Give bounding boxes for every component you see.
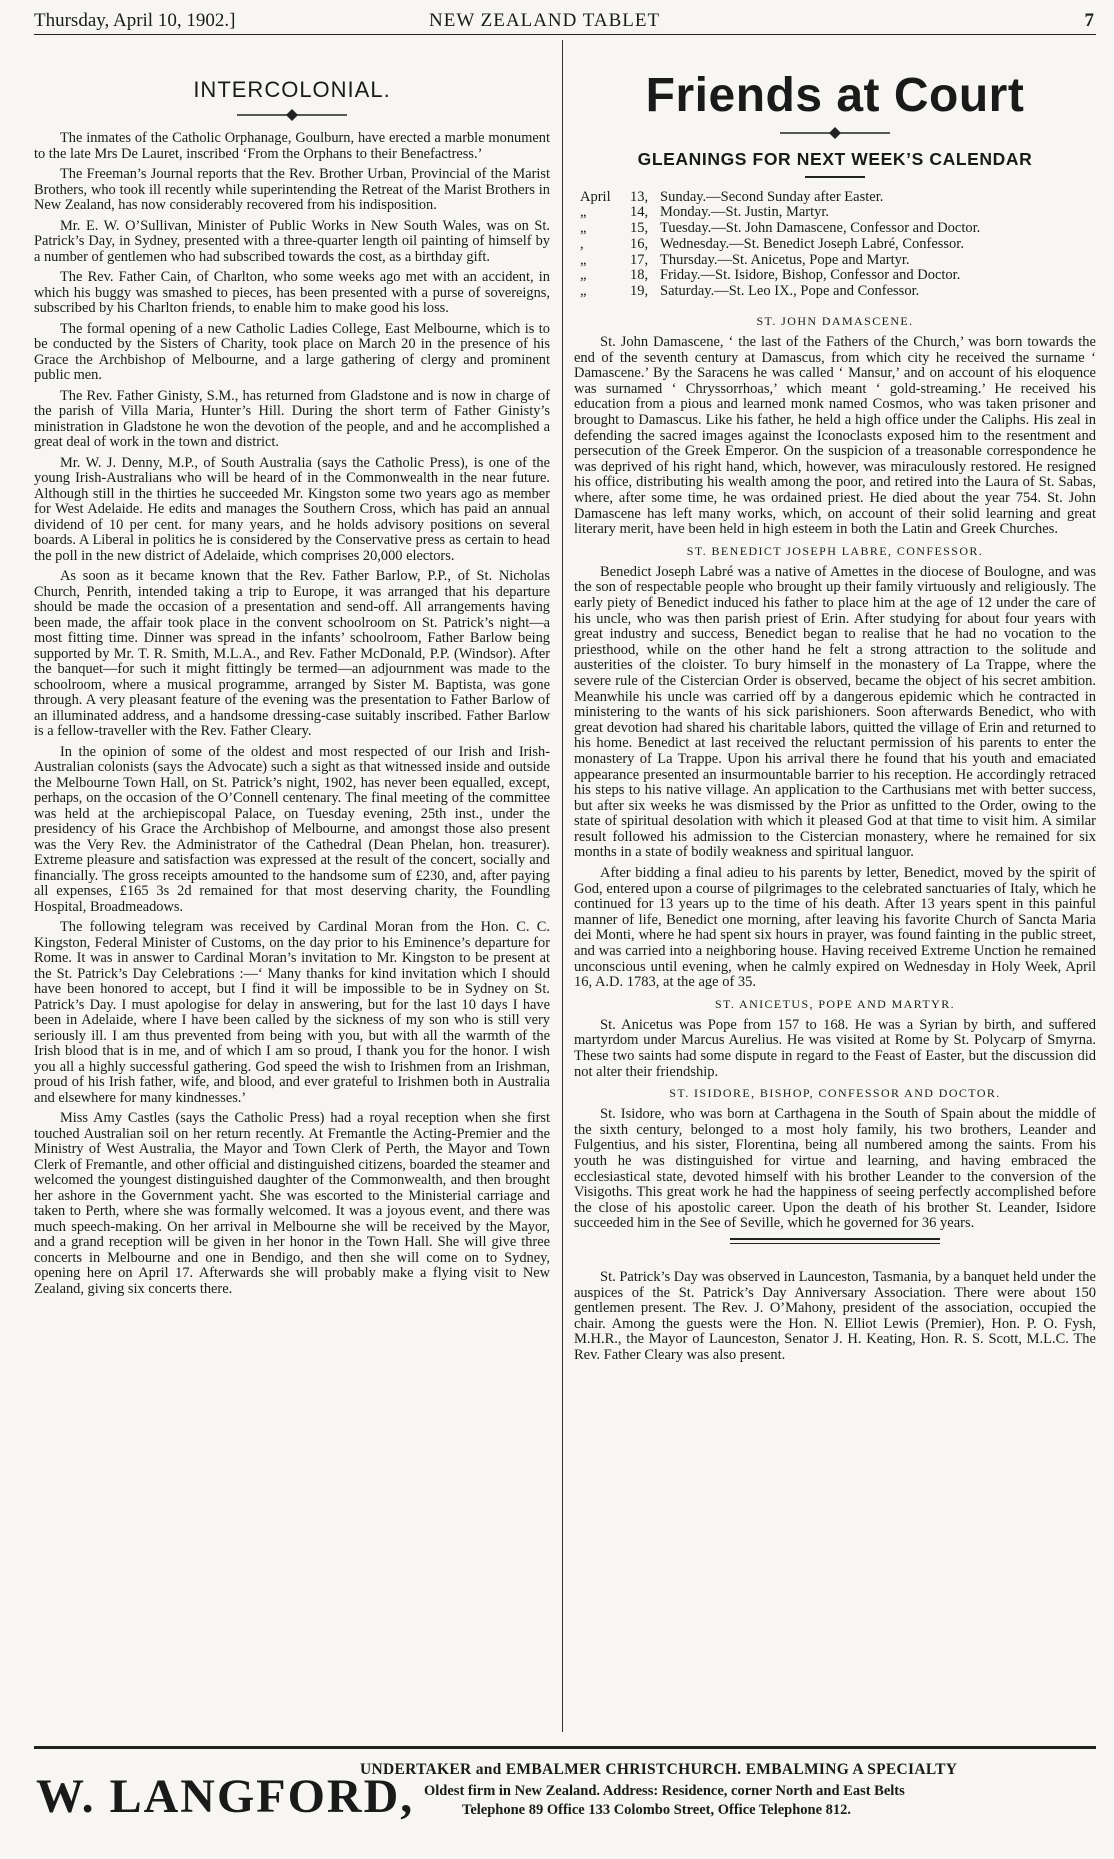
calendar-row: „ 17, Thursday.—St. Anicetus, Pope and Martyr. <box>580 251 910 268</box>
news-paragraph: The following telegram was received by Cardinal Moran from the Hon. C. C. Kingston, Federal Minister of Customs, on the day prior to his Eminence’s departure for Rome. It was in answer to Cardinal Moran’s invitation to Mr. Kingston to be present at the St. Patrick’s Day Celebrations :—‘ Many thanks for kind invitation which I should have been honored to accept, but I find it will be impossible to be in Sydney on St. Patrick’s Day. I must apologise for delay in answering, but for the last 10 days I have been in Adelaide, where I have been called by the sickness of my son who is still very seriously ill. I am thus prevented from being with you, but with all the warmth of the Irish blood that is in me, and of which I am so proud, I thank you for the honor. I wish you all a highly successful gathering. God speed the wish to Irishmen from an Irishman, proud of his Irish father, wife, and blood, and ever grateful to Irishmen both in Australia and elsewhere for many kindnesses.’ <box>34 919 550 1106</box>
saint-heading: ST. ISIDORE, BISHOP, CONFESSOR AND DOCTOR. <box>669 1086 1001 1101</box>
advert-line-1: UNDERTAKER and EMBALMER CHRISTCHURCH. EMBALMING A SPECIALTY <box>360 1761 958 1778</box>
saint-paragraph: Benedict Joseph Labré was a native of Amettes in the diocese of Boulogne, and was the son of respectable people who brought up their family virtuously and religiously. The early piety of Benedict induced his father to place him at the age of 12 under the care of his uncle, who was then parish priest of Erin. After studying for about four years with great industry and success, Benedict began to realise that he had no vocation to the priesthood, while on the other hand he felt a strong attraction to the solitude and austerities of the cloister. To bury himself in the monastery of La Trappe, where the severe rule of the Cistercian Order is observed, became the object of his secret ambition. Meanwhile his uncle was carried off by a dangerous epidemic which he contracted in ministering to the wants of his sick parishioners. Soon afterwards Benedict, who with great devotion had shared his charitable labors, quitted the village of Erin and returned to his home. Benedict at last received the reluctant permission of his parents to enter the monastery of La Trappe. Upon his arrival there he found that his youth and emaciated appearance presented an insurmountable barrier to his reception. He accordingly retraced his steps to his native village. An application to the Carthusians met with better success, but after six weeks he was dismissed by the Prior as unfitted to the Order, owing to the state of spiritual desolation with which it pleased God at that time to visit him. A similar result followed his admission to the Cistercian monastery, where he remained for six months in a state of bodily weakness and spiritual languor. <box>574 563 1096 861</box>
intercolonial-column <box>34 42 550 1302</box>
news-paragraph: The formal opening of a new Catholic Ladies College, East Melbourne, which is to be conducted by the Sisters of Charity, took place on March 20 in the presence of his Grace the Archbishop of Melbourne, and a large gathering of clergy and prominent public men. <box>34 320 550 383</box>
advert-footer <box>34 1746 1096 1855</box>
calendar-table <box>580 190 980 301</box>
advert-line-2: Oldest firm in New Zealand. Address: Residence, corner North and East Belts <box>424 1783 905 1799</box>
news-paragraph: The Freeman’s Journal reports that the Rev. Brother Urban, Provincial of the Marist Brothers, who took ill recently while superintending the Retreat of the Marist Brothers in New Zealand, has now considerably recovered from his indisposition. <box>34 166 550 213</box>
double-rule-divider <box>730 1238 940 1244</box>
news-paragraph: Miss Amy Castles (says the Catholic Press) had a royal reception when she first touched Australian soil on her return recently. At Fremantle the Acting-Premier and the Ministry of West Australia, the Mayor and Town Clerk of Perth, the Mayor and Town Clerk of Fremantle, and other official and distinguished citizens, boarded the steamer and welcomed the youngest distinguished daughter of the Commonwealth, and then brought her ashore in the Government yacht. She was escorted to the Ministerial carriage and taken to Perth, where she was formally welcomed. It was a joyous event, and there was much speech-making. On her arrival in Melbourne she will be received by the Mayor, and a grand reception will be given in her honor in the Town Hall. She will give three concerts in Melbourne and one in Bendigo, and then she will come on to Sydney, opening here on April 17. Afterwards she will probably make a flying visit to New Zealand, giving six concerts there. <box>34 1110 550 1297</box>
saint-paragraph: St. John Damascene, ‘ the last of the Fathers of the Church,’ was born towards the end of the seventh century at Damascus, from which city he received the surname ‘ Damascene.’ By the Saracens he was called ‘ Mansur,’ and on account of his eloquence was surnamed ‘ Chryssorrhoas,’ which meant ‘ gold-streaming.’ He received his education from a pious and learned monk named Cosmos, who was taken prisoner and brought to Damascus. Like his father, he held a high office under the Caliphs. His zeal in defending the sacred images against the Iconoclasts exposed him to the resentment and persecution of the Greek Emperor. On the suspicion of a treasonable correspondence he was deprived of his right hand, which, however, was miraculously restored. He resigned his office, distributing his wealth among the poor, and retired into the Laura of St. Sabas, where, after some time, he was ordained priest. He died about the year 754. St. John Damascene has left many works, which, on account of their solid learning and great literary merit, have been held in high esteem in both the Latin and Greek Churches. <box>574 334 1096 538</box>
page-header <box>34 6 1096 35</box>
news-paragraph: Mr. W. J. Denny, M.P., of South Australia (says the Catholic Press), is one of the young Irish-Australians who will be heard of in the Commonwealth in the near future. Although still in the thirties he succeeded Mr. Kingston some two years ago as member for West Adelaide. He edits and manages the Southern Cross, which has paid an annual dividend of 10 per cent. for many years, and he holds advisory positions on several boards. A Liberal in politics he is considered by the Conservative press as certain to head the poll in the new district of Adelaide, which comprises 20,000 electors. <box>34 454 550 564</box>
saint-paragraph: St. Isidore, who was born at Carthagena in the South of Spain about the middle of the sixth century, belonged to a most holy family, his two brothers, Leander and Fulgentius, and his sister, Florentina, being all numbered among the saints. From his youth he was distinguished for virtue and learning, and having embraced the ecclesiastical state, devoted himself with his brother Leander to the conversion of the Visigoths. This great work he had the happiness of seeing perfectly accomplished before the close of his apostolic career. Upon the death of his brother St. Leander, Isidore succeeded him in the See of Seville, which he governed for 36 years. <box>574 1106 1096 1232</box>
masthead: NEW ZEALAND TABLET <box>429 10 661 31</box>
saint-paragraph: After bidding a final adieu to his parents by letter, Benedict, moved by the spirit of God, entered upon a course of pilgrimages to the celebrated sanctuaries of Italy, which he continued for 13 years up to the time of his death. After 13 years spent in this painful manner of life, Benedict one morning, after leaving his favorite Church of Sancta Maria dei Monti, where he had spent six hours in prayer, was found fainting in the public street, and was carried into a neighboring house. Having received Extreme Unction he remained unconscious until evening, when he calmly expired on Wednesday in Holy Week, April 16, A.D. 1783, at the age of 35. <box>574 865 1096 991</box>
calendar-row: „ 14, Monday.—St. Justin, Martyr. <box>580 204 830 221</box>
news-paragraph: As soon as it became known that the Rev. Father Barlow, P.P., of St. Nicholas Church, Penrith, intended taking a trip to Europe, it was arranged that his departure should be made the occasion of a presentation and send-off. All arrangements having been made, the affair took place in the convent schoolroom on St. Patrick’s night—a most fitting time. Dinner was spread in the infants’ schoolroom, Father Barlow being supported by Mr. T. R. Smith, M.L.A., and Rev. Father McDonald, P.P. (Windsor). After the banquet—for such it might fittingly be termed—an adjournment was made to the schoolroom, where a musical programme, arranged by Sister M. Baptista, was gone through. A very pleasant feature of the evening was the presentation to Father Barlow of an illuminated address, and a handsome dressing-case suitably inscribed. Father Barlow is a fellow-traveller with the Rev. Father Cleary. <box>34 568 550 739</box>
news-paragraph: Mr. E. W. O’Sullivan, Minister of Public Works in New South Wales, was on St. Patrick’s Day, in Sydney, presented with a three-quarter length oil painting of himself by a number of gentlemen who had subscribed towards the cost, as a birthday gift. <box>34 217 550 265</box>
advert-name: W. LANGFORD, <box>36 1770 415 1823</box>
page-number: 7 <box>1084 10 1094 31</box>
friends-at-court-column <box>574 42 1096 1369</box>
saint-paragraph: St. Anicetus was Pope from 157 to 168. He was a Syrian by birth, and suffered martyrdom under Marcus Aurelius. He was visited at Rome by St. Polycarp of Smyrna. These two saints had some dispute in regard to the Feast of Easter, but the discussion did not alter their friendship. <box>574 1016 1096 1080</box>
news-paragraph: St. Patrick’s Day was observed in Launceston, Tasmania, by a banquet held under the auspices of the St. Patrick’s Day Anniversary Association. There were about 150 gentlemen present. The Rev. J. O’Mahony, president of the association, occupied the chair. Among the guests were the Hon. N. Elliot Lewis (Premier), Hon. P. O. Fysh, M.H.R., the Mayor of Launceston, Senator J. H. Keating, Hon. R. S. Scott, M.L.C. The Rev. Father Cleary was also present. <box>574 1268 1096 1363</box>
ornament-divider <box>780 127 890 139</box>
calendar-row: , 16, Wednesday.—St. Benedict Joseph Labré, Confessor. <box>580 235 964 252</box>
saint-heading: ST. ANICETUS, POPE AND MARTYR. <box>714 996 956 1011</box>
news-paragraph: The Rev. Father Ginisty, S.M., has returned from Gladstone and is now in charge of the parish of Villa Maria, Hunter’s Hill. During the short term of Father Ginisty’s ministration in Gladstone he won the devotion of the people, and and he accomplished a great deal of work in the town and district. <box>34 387 550 450</box>
friends-at-court-title: Friends at Court <box>645 69 1025 122</box>
calendar-subtitle: GLEANINGS FOR NEXT WEEK’S CALENDAR <box>637 149 1033 169</box>
news-paragraph: In the opinion of some of the oldest and most respected of our Irish and Irish-Australian colonists (says the Advocate) such a sight as that witnessed inside and outside the Melbourne Town Hall, on St. Patrick’s night, 1902, has never been equalled, except, perhaps, on the occasion of the O’Connell centenary. The final meeting of the committee was held at the archiepiscopal Palace, on Tuesday evening, 25th inst., under the presidency of his Grace the Archbishop of Melbourne, and amongst those also present was the Very Rev. the Administrator of the Cathedral (Dean Phelan, hon. treasurer). Extreme pleasure and satisfaction was expressed at the result of the concert, socially and financially. The gross receipts amounted to the handsome sum of £230, and, after paying all expenses, £165 3s 2d remained for that most deserving charity, the Foundling Hospital, Broadmeadows. <box>34 743 550 915</box>
saint-heading: ST. BENEDICT JOSEPH LABRE, CONFESSOR. <box>686 543 984 558</box>
calendar-row: „ 15, Tuesday.—St. John Damascene, Confessor and Doctor. <box>580 220 981 237</box>
news-paragraph: The Rev. Father Cain, of Charlton, who some weeks ago met with an accident, in which his buggy was smashed to pieces, has been presented with a purse of sovereigns, subscribed by his Charlton friends, to enable him to make good his loss. <box>34 269 550 316</box>
newspaper-page <box>34 6 1096 1852</box>
ornament-divider <box>237 109 347 121</box>
saint-heading: ST. JOHN DAMASCENE. <box>756 314 914 329</box>
short-divider <box>805 176 865 178</box>
column-divider <box>562 40 563 1732</box>
intercolonial-title: INTERCOLONIAL. <box>193 77 391 102</box>
issue-date: Thursday, April 10, 1902.] <box>34 10 236 31</box>
calendar-row: „ 18, Friday.—St. Isidore, Bishop, Confessor and Doctor. <box>580 267 961 284</box>
advert-line-3: Telephone 89 Office 133 Colombo Street, Office Telephone 812. <box>462 1802 852 1818</box>
calendar-row: April 13, Sunday.—Second Sunday after Easter. <box>580 188 884 205</box>
news-paragraph: The inmates of the Catholic Orphanage, Goulburn, have erected a marble monument to the late Mrs De Lauret, inscribed ‘From the Orphans to their Benefactress.’ <box>34 130 550 162</box>
calendar-row: „ 19, Saturday.—St. Leo IX., Pope and Confessor. <box>580 283 920 300</box>
